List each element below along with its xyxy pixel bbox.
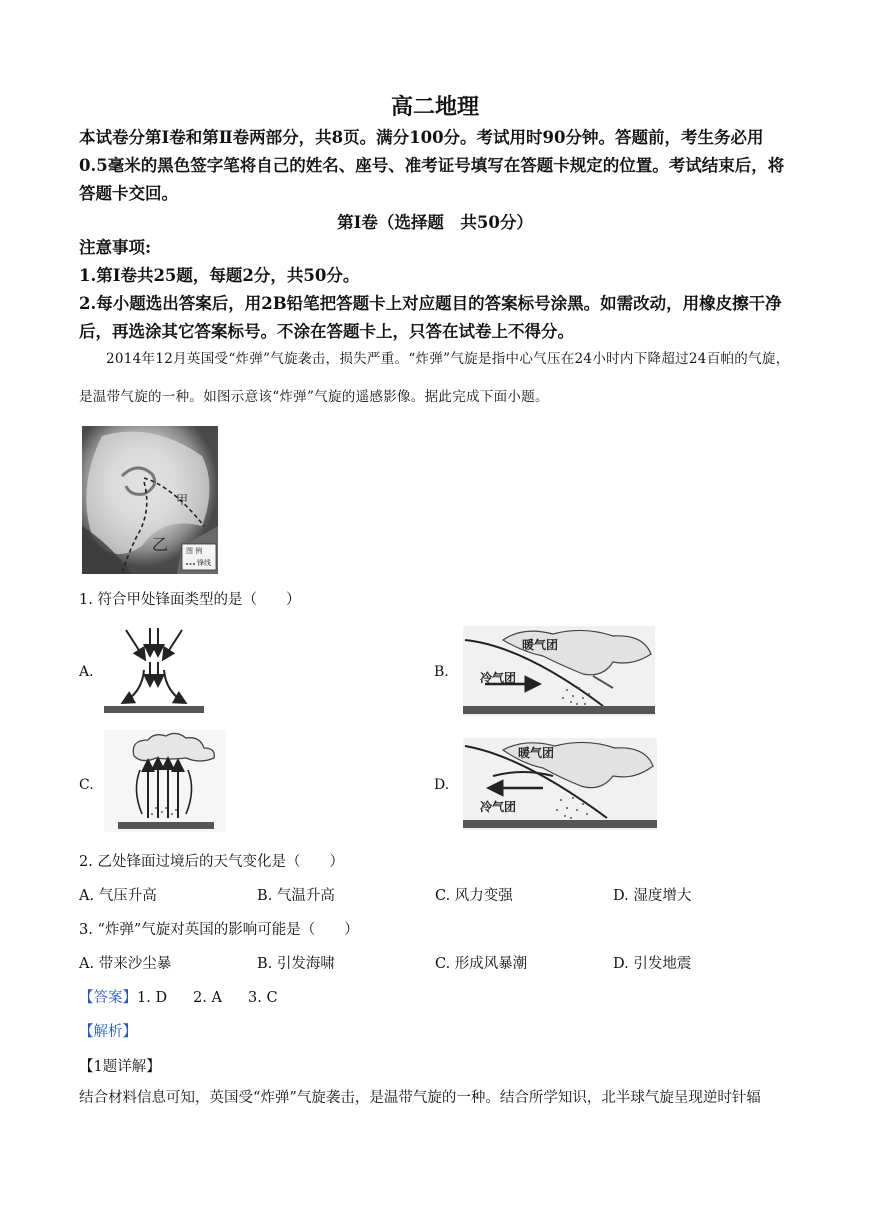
q1-option-d-diagram [463,738,657,830]
answer-line [79,986,278,1007]
q1-option-a-label[interactable]: A. [79,664,94,680]
material-text: 2014年12月英国受“炸弹”气旋袭击，损失严重。“炸弹”气旋是指中心气压在24小时内下降超过24百帕的气旋，是温带气旋的一种。如图示意该“炸弹”气旋的遥感影像。据此完成下面小题。 [79,351,790,405]
notice-item-2: 2.每小题选出答案后，用2B铅笔把答题卡上对应题目的答案标号涂黑。如需改动，用橡皮擦干净后，再选涂其它答案标号。不涂在答题卡上，只答在试卷上不得分。 [79,294,782,341]
satellite-legend-item: 锋线 [197,559,211,567]
q1-option-d-label[interactable]: D. [434,777,450,793]
question-2-stem: 2. 乙处锋面过境后的天气变化是（ ） [79,854,344,870]
q1-b-cold-air-label: 冷气团 [480,671,517,685]
notice-heading: 注意事项: [79,238,152,257]
satellite-label-jia: 甲 [176,493,189,507]
satellite-label-yi: 乙 [152,535,169,554]
q2-option-b[interactable]: B. 气温升高 [257,888,335,904]
q3-option-a[interactable]: A. 带来沙尘暴 [79,956,172,972]
q2-option-a[interactable]: A. 气压升高 [79,888,157,904]
answer-3: 3. C [248,990,278,1006]
q1-d-cold-air-label: 冷气团 [480,800,517,814]
answer-label: 【答案】 [79,990,137,1006]
question-1-stem: 1. 符合甲处锋面类型的是（ ） [79,592,301,608]
detail-label: 【1题详解】 [79,1059,161,1075]
page-title: 高二地理 [390,94,479,120]
q3-option-b[interactable]: B. 引发海啸 [257,956,335,972]
q2-option-d[interactable]: D. 湿度增大 [613,888,692,904]
answer-1: 1. D [137,990,168,1006]
q3-option-c[interactable]: C. 形成风暴潮 [435,956,528,972]
q1-option-a-diagram [104,622,204,716]
q3-option-d[interactable]: D. 引发地震 [613,956,692,972]
q2-option-c[interactable]: C. 风力变强 [435,888,513,904]
analysis-label: 【解析】 [79,1024,137,1040]
q1-option-c-label[interactable]: C. [79,777,94,793]
exam-intro: 本试卷分第Ⅰ卷和第Ⅱ卷两部分，共8页。满分100分。考试用时90分钟。答题前，考生务必用0.5毫米的黑色签字笔将自己的姓名、座号、准考证号填写在答题卡规定的位置。考试结束后，将答题卡交回。 [79,128,785,203]
question-3-stem: 3. “炸弹”气旋对英国的影响可能是（ ） [79,922,359,938]
section-title: 第Ⅰ卷（选择题 共50分） [337,213,533,232]
q1-option-b-label[interactable]: B. [434,664,449,680]
q1-b-warm-air-label: 暖气团 [522,638,559,652]
notice-item-1: 1.第Ⅰ卷共25题，每题2分，共50分。 [79,266,360,285]
answer-2: 2. A [193,990,222,1006]
q1-option-c-diagram [104,730,226,832]
q1-d-warm-air-label: 暖气团 [518,746,555,760]
satellite-legend-title: 图 例 [186,547,203,555]
detail-text: 结合材料信息可知，英国受“炸弹”气旋袭击，是温带气旋的一种。结合所学知识，北半球气旋呈现逆时针辐 [79,1090,761,1106]
